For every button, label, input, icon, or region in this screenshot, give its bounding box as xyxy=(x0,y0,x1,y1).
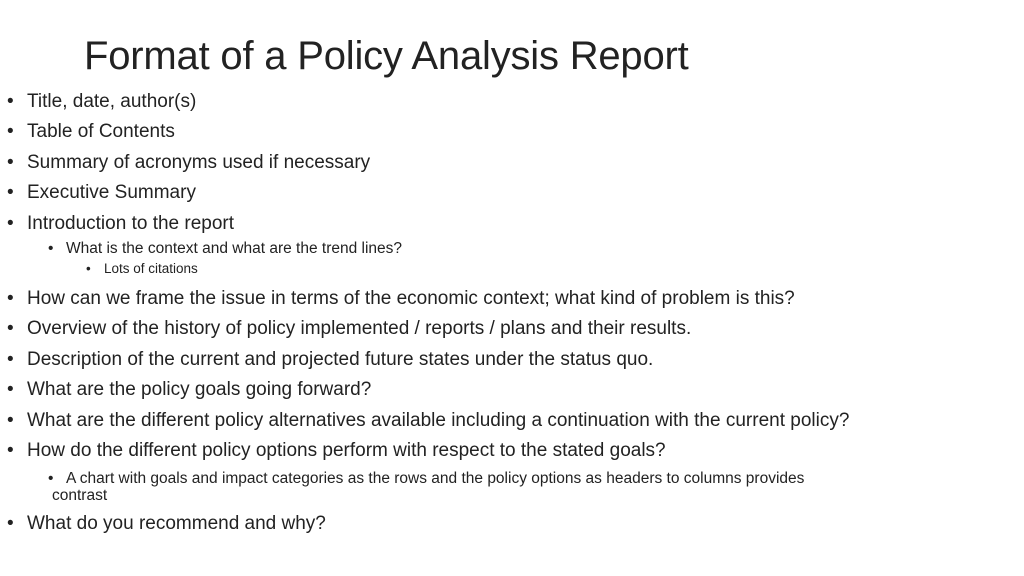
bullet-list xyxy=(0,87,1010,540)
bullet-dot-icon: • xyxy=(7,151,14,173)
bullet-dot-icon: • xyxy=(48,240,54,258)
bullet-text: Overview of the history of policy implemented / reports / plans and their results. xyxy=(27,318,692,340)
bullet-text: Executive Summary xyxy=(27,182,196,204)
bullet-item xyxy=(0,178,1010,208)
bullet-item xyxy=(0,284,1010,314)
sub-bullet-item xyxy=(0,240,1010,258)
bullet-item xyxy=(0,436,1010,466)
sub-sub-bullet-item xyxy=(0,258,1010,280)
bullet-text: How do the different policy options perform with respect to the stated goals? xyxy=(27,440,666,462)
bullet-item xyxy=(0,117,1010,147)
bullet-dot-icon: • xyxy=(7,121,14,143)
bullet-text: Description of the current and projected future states under the status quo. xyxy=(27,348,654,370)
bullet-dot-icon: • xyxy=(7,91,14,112)
bullet-item xyxy=(0,406,1010,436)
bullet-text: A chart with goals and impact categories as the rows and the policy options as headers to columns provides xyxy=(66,470,805,488)
bullet-item xyxy=(0,87,1010,117)
bullet-dot-icon: • xyxy=(48,470,54,488)
bullet-dot-icon: • xyxy=(7,513,14,535)
bullet-dot-icon: • xyxy=(7,409,14,431)
bullet-dot-icon: • xyxy=(7,318,14,340)
bullet-dot-icon: • xyxy=(7,288,14,310)
bullet-dot-icon: • xyxy=(7,379,14,401)
bullet-text: What is the context and what are the trend lines? xyxy=(66,240,403,258)
bullet-dot-icon: • xyxy=(86,261,91,277)
bullet-dot-icon: • xyxy=(7,212,14,234)
bullet-text: What are the different policy alternatives available including a continuation with the current policy? xyxy=(27,409,850,431)
bullet-text: Introduction to the report xyxy=(27,212,235,234)
bullet-item xyxy=(0,314,1010,344)
bullet-item xyxy=(0,345,1010,375)
bullet-dot-icon: • xyxy=(7,348,14,370)
bullet-item xyxy=(0,148,1010,178)
bullet-text: How can we frame the issue in terms of the economic context; what kind of problem is this? xyxy=(27,288,795,310)
bullet-item xyxy=(0,509,1010,539)
bullet-text-continuation: contrast xyxy=(52,487,108,505)
bullet-text: What are the policy goals going forward? xyxy=(27,379,372,401)
bullet-text: What do you recommend and why? xyxy=(27,513,326,535)
bullet-text: Table of Contents xyxy=(27,121,175,143)
bullet-item xyxy=(0,375,1010,405)
bullet-dot-icon: • xyxy=(7,182,14,204)
bullet-text: Lots of citations xyxy=(104,261,198,277)
slide-title: Format of a Policy Analysis Report xyxy=(84,34,689,78)
bullet-text: Summary of acronyms used if necessary xyxy=(27,151,371,173)
bullet-text: Title, date, author(s) xyxy=(27,91,197,112)
sub-bullet-item xyxy=(0,470,966,504)
bullet-dot-icon: • xyxy=(7,440,14,462)
bullet-item xyxy=(0,209,1010,239)
